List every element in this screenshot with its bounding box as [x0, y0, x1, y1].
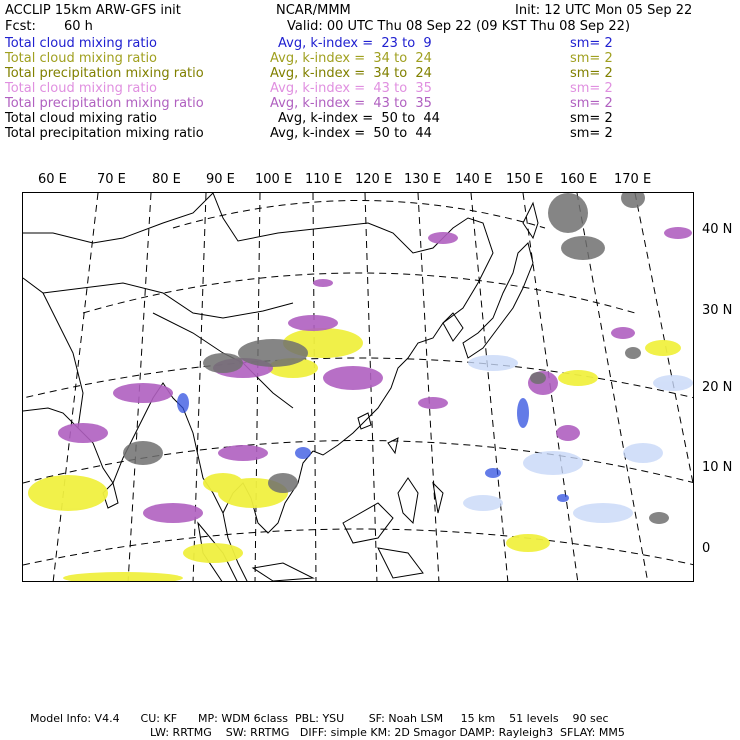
valid-time: Valid: 00 UTC Thu 08 Sep 22 (09 KST Thu 08 Sep 22) [287, 19, 631, 34]
field-name: Total cloud mixing ratio [5, 81, 158, 96]
field-k-index: Avg, k-index = 34 to 24 [270, 51, 432, 66]
map-panel [22, 192, 694, 582]
lat-label: 20 N [702, 380, 733, 395]
field-k-index: Avg, k-index = 43 to 35 [270, 81, 432, 96]
field-k-index: Avg, k-index = 23 to 9 [278, 36, 432, 51]
field-smoothing: sm= 2 [570, 111, 613, 126]
lon-label: 100 E [255, 172, 293, 187]
lat-label: 10 N [702, 460, 733, 475]
field-smoothing: sm= 2 [570, 51, 613, 66]
field-name: Total cloud mixing ratio [5, 111, 158, 126]
lon-label: 130 E [404, 172, 442, 187]
lat-label: 30 N [702, 303, 733, 318]
forecast-label: Fcst: [5, 19, 36, 34]
lon-label: 70 E [97, 172, 126, 187]
lon-label: 150 E [506, 172, 544, 187]
field-name: Total precipitation mixing ratio [5, 66, 204, 81]
lon-label: 90 E [206, 172, 235, 187]
lon-label: 120 E [355, 172, 393, 187]
lon-label: 160 E [560, 172, 598, 187]
lon-label: 110 E [305, 172, 343, 187]
model-info-line2: LW: RRTMG SW: RRTMG DIFF: simple KM: 2D Smagor DAMP: Rayleigh3 SFLAY: MM5 [150, 726, 625, 739]
field-smoothing: sm= 2 [570, 36, 613, 51]
lat-label: 0 [702, 541, 711, 556]
model-info-line1: Model Info: V4.4 CU: KF MP: WDM 6class PBL: YSU SF: Noah LSM 15 km 51 levels 90 sec [30, 712, 609, 725]
init-time: Init: 12 UTC Mon 05 Sep 22 [515, 3, 693, 18]
title: ACCLIP 15km ARW-GFS init [5, 3, 181, 18]
field-k-index: Avg, k-index = 50 to 44 [278, 111, 440, 126]
lon-label: 140 E [455, 172, 493, 187]
field-k-index: Avg, k-index = 50 to 44 [270, 126, 432, 141]
lat-label: 40 N [702, 222, 733, 237]
field-smoothing: sm= 2 [570, 96, 613, 111]
field-name: Total cloud mixing ratio [5, 51, 158, 66]
org-label: NCAR/MMM [276, 3, 351, 18]
field-k-index: Avg, k-index = 34 to 24 [270, 66, 432, 81]
field-smoothing: sm= 2 [570, 66, 613, 81]
lon-label: 80 E [152, 172, 181, 187]
forecast-hour: 60 h [64, 19, 93, 34]
lon-label: 60 E [38, 172, 67, 187]
lon-label: 170 E [614, 172, 652, 187]
field-name: Total precipitation mixing ratio [5, 96, 204, 111]
field-smoothing: sm= 2 [570, 126, 613, 141]
map-canvas [23, 193, 694, 582]
field-k-index: Avg, k-index = 43 to 35 [270, 96, 432, 111]
field-name: Total precipitation mixing ratio [5, 126, 204, 141]
cloud-field-purple [58, 227, 692, 523]
field-name: Total cloud mixing ratio [5, 36, 158, 51]
coastlines [23, 193, 538, 582]
field-smoothing: sm= 2 [570, 81, 613, 96]
